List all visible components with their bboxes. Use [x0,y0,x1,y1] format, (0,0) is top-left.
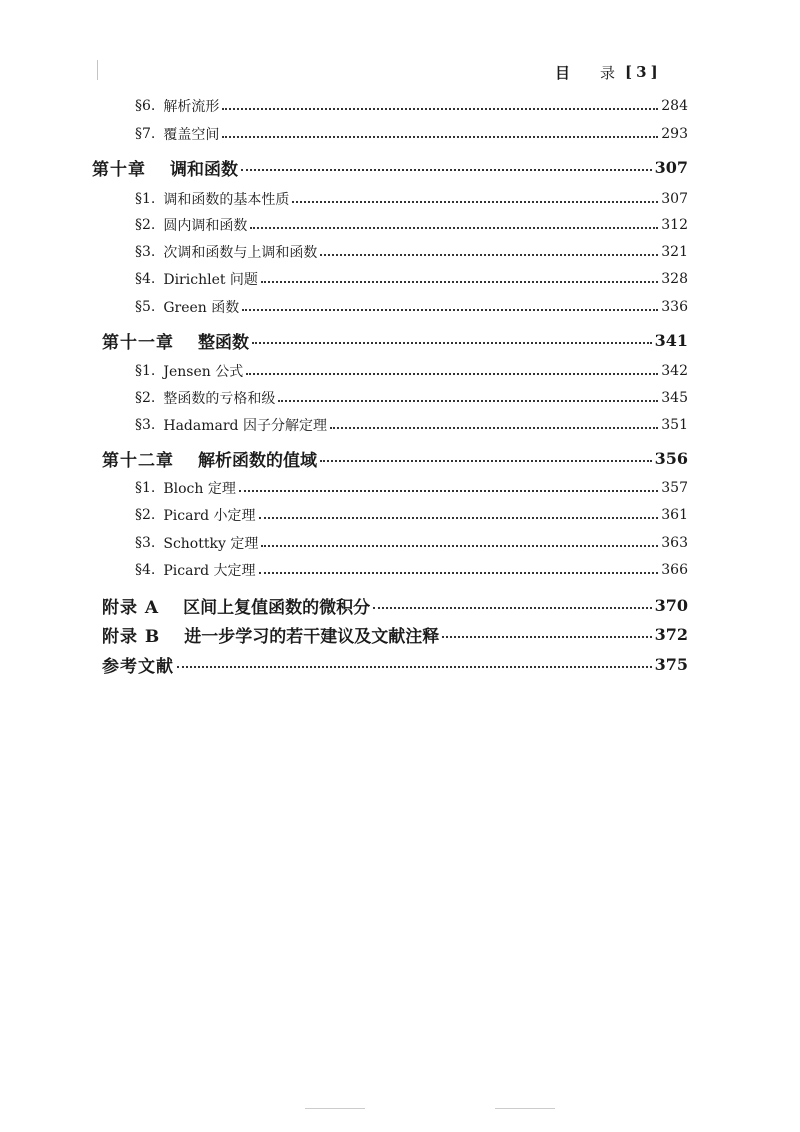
toc-entry-label: §3. [135,244,156,260]
toc-dot-leader [259,516,659,519]
toc-dot-leader [373,606,651,609]
toc-entry-label: §7. [135,126,156,142]
toc-entry-label: §6. [135,98,156,114]
toc-chapter-entry [102,445,688,471]
toc-chapter-entry [102,651,688,677]
toc-dot-leader [222,135,658,138]
toc-section-entry [135,294,688,320]
toc-entry-label: §1. [135,480,156,496]
toc-chapter-entry [92,154,688,180]
toc-dot-leader [250,226,658,229]
toc-dot-leader [222,107,658,110]
toc-entry-title: 整函数 [198,332,249,353]
toc-dot-leader [239,489,658,492]
toc-entry-label: §1. [135,191,156,207]
toc-entry-title: 调和函数的基本性质 [163,192,290,208]
toc-entry-title: 进一步学习的若干建议及文献注释 [184,626,440,647]
toc-entry-label: §1. [135,363,156,379]
toc-dot-leader [177,665,652,668]
toc-page-number: 351 [661,417,688,433]
toc-page-number: 342 [661,363,688,379]
toc-page-number: 345 [661,390,688,406]
toc-chapter-entry [102,327,688,353]
toc-entry-label: §3. [135,535,156,551]
toc-entry-title: 解析流形 [163,99,220,115]
toc-entry-label: §3. [135,417,156,433]
toc-page-number: 307 [654,157,688,177]
toc-entry-label: §2. [135,507,156,523]
toc-section-entry [135,358,688,384]
toc-dot-leader [278,399,658,402]
toc-entry-label: §2. [135,217,156,233]
toc-dot-leader [442,635,651,638]
toc-entry-title: Jensen 公式 [163,364,244,380]
toc-section-entry [135,412,688,438]
toc-entry-title: Picard 小定理 [163,508,256,524]
scan-artifact [305,1108,365,1109]
toc-dot-leader [320,459,652,462]
toc-page-number: 372 [654,624,688,644]
toc-entry-title: 整函数的亏格和级 [163,391,276,407]
scan-artifact [97,60,98,80]
toc-entry-label: §4. [135,271,156,287]
header-page-number: [3] [625,63,662,81]
toc-entry-title: Hadamard 因子分解定理 [163,418,327,434]
toc-page-number: 341 [654,330,688,350]
toc-section-entry [135,239,688,265]
toc-entry-title: Schottky 定理 [163,536,259,552]
toc-dot-leader [292,200,658,203]
toc-section-entry [135,475,688,501]
toc-entry-title: Bloch 定理 [163,481,236,497]
toc-dot-leader [330,426,658,429]
toc-section-entry [135,530,688,556]
toc-entry-title: Picard 大定理 [163,563,256,579]
toc-page-number: 307 [661,191,688,207]
toc-page-number: 361 [661,507,688,523]
toc-entry-label: §4. [135,562,156,578]
toc-entry-label: 参考文献 [102,656,174,677]
toc-entry-label: 附录 A [102,597,160,618]
toc-page-number: 328 [661,271,688,287]
toc-dot-leader [261,280,658,283]
toc-page-number: 366 [661,562,688,578]
toc-entry-label: §5. [135,299,156,315]
toc-entry-title: Green 函数 [163,300,240,316]
toc-dot-leader [261,544,658,547]
toc-page-number: 293 [661,126,688,142]
toc-chapter-entry [102,621,688,647]
toc-entry-title: 圆内调和函数 [163,218,248,234]
toc-entry-title: 解析函数的值域 [198,450,317,471]
toc-page-number: 284 [661,98,688,114]
toc-entry-title: 次调和函数与上调和函数 [163,245,318,261]
toc-entry-title: 区间上复值函数的微积分 [183,597,371,618]
toc-dot-leader [241,168,652,171]
toc-section-entry [135,557,688,583]
toc-section-entry [135,93,688,119]
toc-section-entry [135,212,688,238]
toc-entry-label: 第十章 [92,159,146,180]
toc-dot-leader [252,341,652,344]
toc-section-entry [135,266,688,292]
toc-entry-label: §2. [135,390,156,406]
toc-page-number: 363 [661,535,688,551]
header-part1: 目 [555,63,571,82]
toc-dot-leader [259,571,659,574]
toc-page-number: 357 [661,480,688,496]
toc-entry-label: 第十二章 [102,450,174,471]
toc-section-entry [135,121,688,147]
toc-page-number: 356 [654,448,688,468]
toc-page-number: 370 [654,595,688,615]
toc-entry-title: 覆盖空间 [163,127,220,143]
toc-section-entry [135,186,688,212]
toc-section-entry [135,502,688,528]
toc-section-entry [135,385,688,411]
toc-chapter-entry [102,592,688,618]
toc-entry-title: Dirichlet 问题 [163,272,258,288]
toc-dot-leader [320,253,658,256]
toc-dot-leader [246,372,658,375]
scan-artifact [495,1108,555,1109]
toc-entry-label: 第十一章 [102,332,174,353]
toc-entry-label: 附录 B [102,626,161,647]
toc-page-number: 321 [661,244,688,260]
toc-dot-leader [242,308,658,311]
toc-page-number: 375 [654,654,688,674]
header-part2: 录 [600,63,616,82]
toc-entry-title: 调和函数 [170,159,238,180]
toc-page-number: 312 [661,217,688,233]
toc-page-number: 336 [661,299,688,315]
